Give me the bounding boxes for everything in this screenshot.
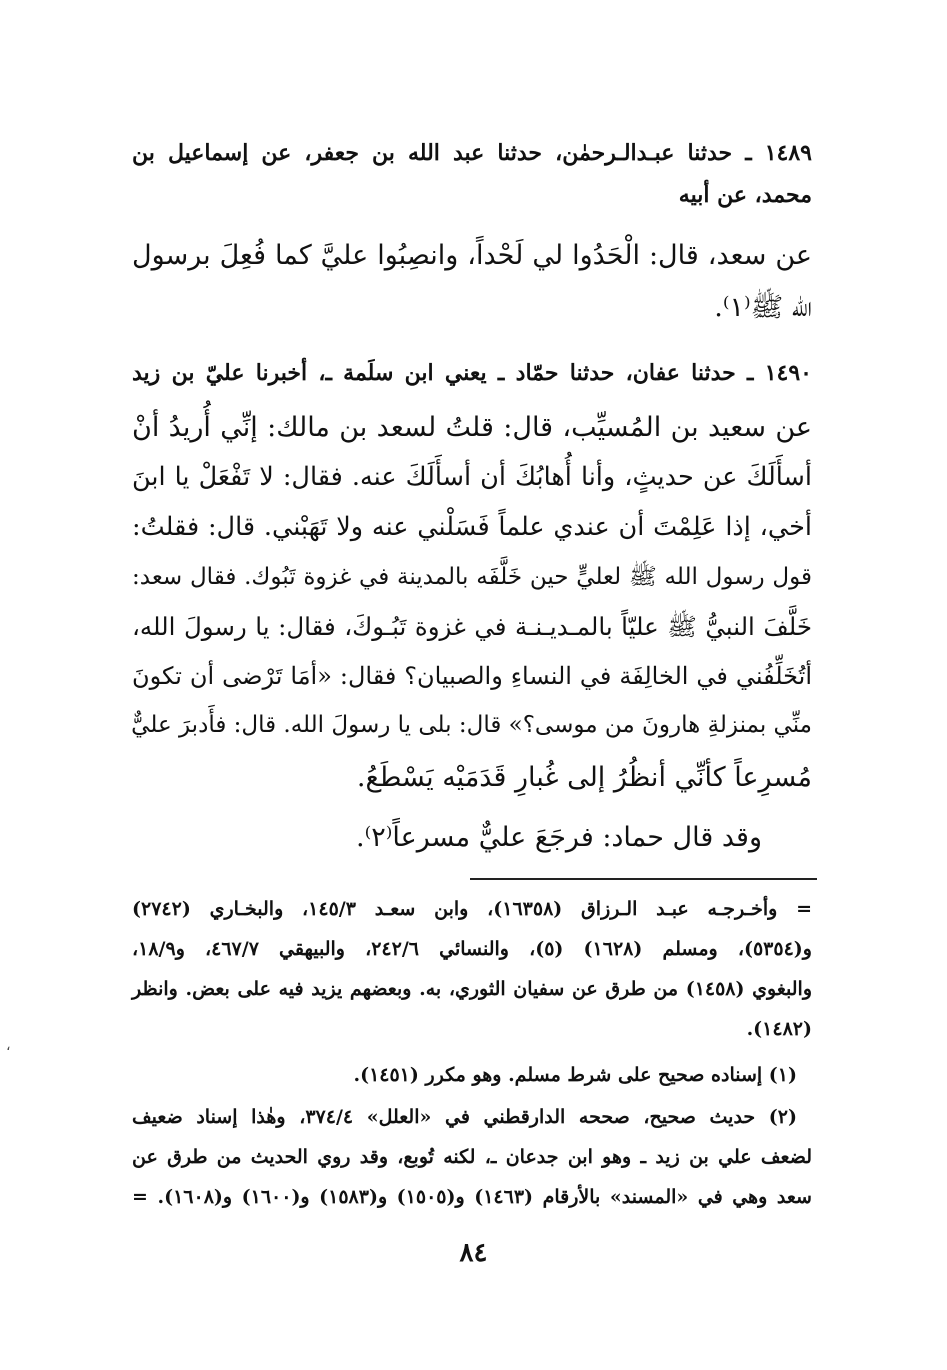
- footnote-1: (١) إسناده صحيح على شرط مسلم. وهو مكرر (١٤٥١).: [353, 1064, 797, 1086]
- footnote-continuation-line-1: = وأخـرجـه عبـد الـرزاق (١٦٣٥٨)، وابن سعـد ١٤٥/٣، والبخـاري (٢٧٤٢): [132, 898, 812, 920]
- hadith-1490-matn-line-3: أخي، إذا عَلِمْتَ أن عندي علماً فَسَلْني عنه ولا تَهَبْني. قال: فقلتُ:: [132, 512, 812, 542]
- hadith-1490-matn-line-2: أسأَلَكَ عن حديثٍ، وأنا أُهابُكَ أن أسأَلَكَ عنه. فقال: لا تَفْعَلْ يا ابنَ: [132, 462, 812, 492]
- hadith-1490-matn-line-7: منِّي بمنزلةِ هارونَ من موسى؟» قال: بلى يا رسولَ الله. قال: فأَدبرَ عليٌّ: [131, 712, 812, 738]
- hadith-1489-isnad-line-2: محمد، عن أبيه: [678, 182, 812, 208]
- hadith-1489-matn-line-2: الله ﷺ⁽١⁾.: [714, 292, 812, 323]
- footnote-continuation-line-4: (١٤٨٢).: [746, 1018, 812, 1040]
- hadith-1490-final-line: وقد قال حماد: فرجَعَ عليٌّ مسرعاً⁽٢⁾.: [356, 822, 762, 853]
- footnote-continuation-line-3: والبغوي (١٤٥٨) من طرق عن سفيان الثوري، به. وبعضهم يزيد فيه على بعض. وانظر: [132, 978, 812, 1000]
- hadith-1490-matn-line-4: قول رسول الله ﷺ لعليٍّ حين خَلَّفَه بالمدينة في غزوة تَبُوك. فقال سعد:: [132, 564, 812, 590]
- hadith-1490-isnad: ١٤٩٠ ـ حدثنا عفان، حدثنا حمّاد ـ يعني ابن سلَمة ـ، أخبرنا عليّ بن زيد: [132, 360, 812, 386]
- hadith-1489-matn-line-1: عن سعد، قال: الْحَدُوا لي لَحْداً، وانصِبُوا عليَّ كما فُعِلَ برسول: [132, 240, 812, 271]
- hadith-1490-matn-line-6: أتُخَلِّفُني في الخالِفَة في النساءِ والصبيان؟ فقال: «أمَا تَرْضى أن تكونَ: [132, 662, 812, 690]
- hadith-1490-matn-line-1: عن سعيد بن المُسيِّب، قال: قلتُ لسعد بن مالك: إنِّي أُريدُ أنْ: [132, 412, 812, 443]
- hadith-1490-matn-line-5: خَلَّفَ النبيُّ ﷺ عليّاً بالمـديـنـة في غزوة تَبُـوكَ، فقال: يا رسولَ الله،: [132, 612, 812, 641]
- page-number: ٨٤: [459, 1238, 488, 1268]
- footnote-2-line-2: لضعف علي بن زيد ـ وهو ابن جدعان ـ، لكنه تُوبع، وقد روي الحديث من طرق عن: [132, 1146, 812, 1168]
- hadith-1490-matn-line-8: مُسرِعاً كأنِّي أنظُرُ إلى غُبارِ قَدَمَيْه يَسْطَعُ.: [356, 762, 812, 793]
- margin-mark: ،: [6, 1038, 11, 1054]
- footnote-2-line-3: سعد وهي في «المسند» بالأرقام (١٤٦٣) و(١٥٠٥) و(١٥٨٣) و(١٦٠٠) و(١٦٠٨). =: [132, 1186, 812, 1208]
- footnote-divider: [470, 878, 817, 880]
- footnote-continuation-line-2: و(٥٣٥٤)، ومسلم (١٦٢٨) (٥)، والنسائي ٢٤٢/٦، والبيهقي ٤٦٧/٧، و١٨/٩،: [132, 938, 812, 960]
- footnote-2-line-1: (٢) حديث صحيح، صححه الدارقطني في «العلل» ٣٧٤/٤، وهٰذا إسناد ضعيف: [132, 1106, 797, 1128]
- hadith-1489-isnad-line-1: ١٤٨٩ ـ حدثنا عبـدالـرحمٰن، حدثنا عبد الله بن جعفر، عن إسماعيل بن: [132, 140, 812, 166]
